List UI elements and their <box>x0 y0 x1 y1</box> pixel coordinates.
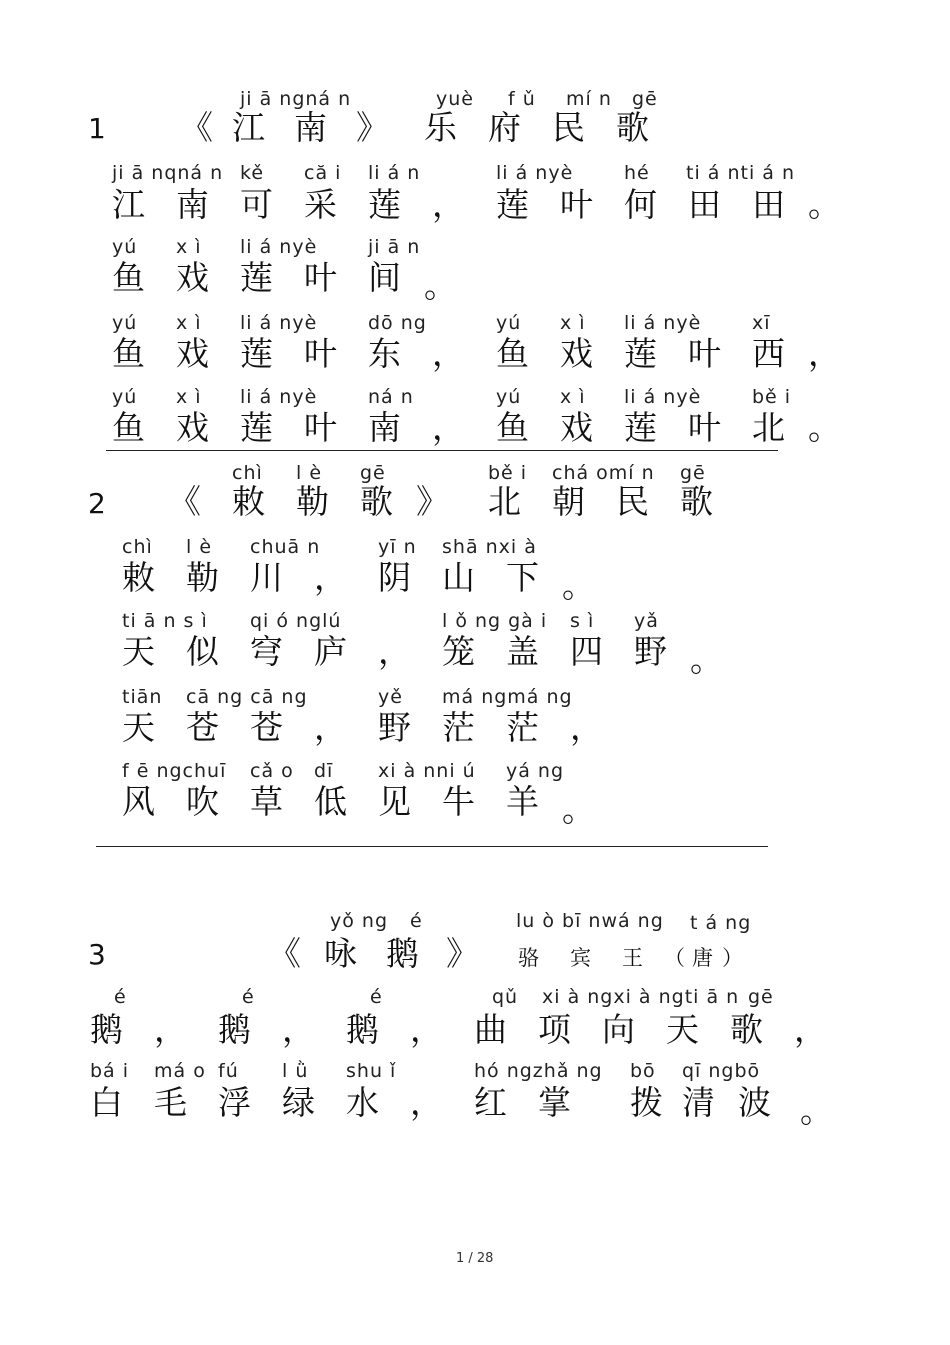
line-char: 浮 <box>218 1083 251 1122</box>
line-char: 。 <box>562 790 595 829</box>
title-char: 《 <box>168 482 201 521</box>
line-char: 鹅 <box>218 1010 251 1049</box>
line-char: 吹 <box>186 782 219 821</box>
line-pinyin: hó ngzhǎ ng <box>474 1060 603 1082</box>
line-pinyin: ti ā n s ì <box>122 610 208 632</box>
line-char: 庐 <box>314 632 347 671</box>
line-char: 戏 <box>560 408 593 447</box>
line-char: 戏 <box>176 334 209 373</box>
title-pinyin: chá omí n <box>552 462 655 484</box>
line-pinyin: qi ó nglú <box>250 610 342 632</box>
title-pinyin: t á ng <box>690 912 752 934</box>
line-char: 红 <box>474 1083 507 1122</box>
line-pinyin: yǎ <box>634 610 659 632</box>
line-char: 间 <box>368 258 401 297</box>
line-pinyin: x ì <box>560 386 586 408</box>
line-char: 天 <box>122 708 155 747</box>
line-pinyin: x ì <box>176 236 202 258</box>
line-pinyin: qǔ <box>492 986 519 1008</box>
line-char: 何 <box>624 185 657 224</box>
title-pinyin: yuè <box>436 88 474 110</box>
line-pinyin: yú <box>112 312 138 334</box>
line-pinyin: yú <box>496 386 522 408</box>
line-char: 鱼 <box>112 258 145 297</box>
line-char: ， <box>432 408 465 447</box>
line-pinyin: é <box>242 986 255 1008</box>
line-char: 莲 <box>240 334 273 373</box>
line-char: 茫 <box>506 708 539 747</box>
title-char: 江 <box>232 108 265 147</box>
line-pinyin: xi à ngxi à ngti ā n <box>542 986 740 1008</box>
line-pinyin: l ǜ <box>282 1060 309 1082</box>
title-pinyin: f ǔ <box>508 88 536 110</box>
line-pinyin: kě <box>240 162 265 184</box>
line-char: 茫 <box>442 708 475 747</box>
title-char: 歌 <box>360 482 393 521</box>
line-pinyin: li á nyè <box>624 312 702 334</box>
line-char: ， <box>432 185 465 224</box>
line-pinyin: yú <box>112 386 138 408</box>
line-char: 似 <box>186 632 219 671</box>
line-char: 莲 <box>240 258 273 297</box>
line-char: ， <box>808 334 841 373</box>
line-char: ， <box>378 632 411 671</box>
line-char: 南 <box>368 408 401 447</box>
author-char: ） <box>722 946 745 970</box>
title-pinyin: mí n <box>566 88 612 110</box>
line-char: 东 <box>368 334 401 373</box>
line-char: 掌 <box>538 1083 571 1122</box>
title-pinyin: é <box>410 910 423 932</box>
line-char: 叶 <box>688 334 721 373</box>
title-char: 》 <box>356 108 389 147</box>
line-pinyin: yú <box>112 236 138 258</box>
line-pinyin: shā nxi à <box>442 536 537 558</box>
title-char: 《 <box>180 108 213 147</box>
line-char: 鹅 <box>90 1010 123 1049</box>
title-char: 鹅 <box>386 934 419 973</box>
line-char: 叶 <box>304 408 337 447</box>
line-pinyin: li á nyè <box>240 236 318 258</box>
line-pinyin: shu ǐ <box>346 1060 397 1082</box>
title-pinyin: gē <box>360 462 386 484</box>
line-char: 。 <box>808 185 841 224</box>
line-pinyin: tiān <box>122 686 163 708</box>
line-pinyin: hé <box>624 162 650 184</box>
line-pinyin: yá ng <box>506 760 565 782</box>
line-pinyin: chuā n <box>250 536 321 558</box>
line-pinyin: că i <box>304 162 342 184</box>
line-pinyin: li á nyè <box>624 386 702 408</box>
line-char: 莲 <box>624 408 657 447</box>
line-char: ， <box>282 1010 315 1049</box>
line-pinyin: l è <box>186 536 213 558</box>
line-char: 草 <box>250 782 283 821</box>
line-char: ， <box>794 1010 827 1049</box>
poem-number: 3 <box>88 938 106 971</box>
line-pinyin: má ngmá ng <box>442 686 573 708</box>
title-char: 北 <box>488 482 521 521</box>
title-char: 敕 <box>232 482 265 521</box>
line-pinyin: xi à nni ú <box>378 760 476 782</box>
line-char: 低 <box>314 782 347 821</box>
title-char: 民 <box>552 108 585 147</box>
line-char: 下 <box>506 558 539 597</box>
line-char: 叶 <box>304 334 337 373</box>
line-char: ， <box>432 334 465 373</box>
line-char: 四 <box>570 632 603 671</box>
line-pinyin: x ì <box>560 312 586 334</box>
title-pinyin: l è <box>296 462 323 484</box>
line-pinyin: bě i <box>752 386 792 408</box>
line-char: 野 <box>378 708 411 747</box>
line-pinyin: x ì <box>176 312 202 334</box>
line-char: 盖 <box>506 632 539 671</box>
line-char: 。 <box>800 1091 833 1130</box>
line-char: ， <box>154 1010 187 1049</box>
line-char: 敕 <box>122 558 155 597</box>
line-pinyin: ji ā nqná n <box>112 162 224 184</box>
title-char: 歌 <box>680 482 713 521</box>
line-char: 莲 <box>368 185 401 224</box>
author-char: 王 <box>622 946 645 970</box>
line-pinyin: xī <box>752 312 771 334</box>
line-char: 鱼 <box>112 334 145 373</box>
line-pinyin: ji ā n <box>368 236 421 258</box>
author-char: （ <box>664 946 687 970</box>
line-char: ， <box>410 1010 443 1049</box>
line-pinyin: cǎ o <box>250 760 294 782</box>
line-pinyin: é <box>370 986 383 1008</box>
line-char: 牛 <box>442 782 475 821</box>
line-pinyin: bō <box>630 1060 656 1082</box>
line-char: 波 <box>738 1083 771 1122</box>
line-pinyin: fú <box>218 1060 239 1082</box>
line-pinyin: s ì <box>570 610 595 632</box>
line-char: 莲 <box>624 334 657 373</box>
title-pinyin: gē <box>680 462 706 484</box>
line-pinyin: li á nyè <box>240 386 318 408</box>
line-char: 。 <box>424 266 457 305</box>
title-char: 府 <box>488 108 521 147</box>
line-char: 勒 <box>186 558 219 597</box>
line-char: 项 <box>538 1010 571 1049</box>
line-char: 水 <box>346 1083 379 1122</box>
title-char: 咏 <box>324 934 357 973</box>
line-char: ， <box>314 558 347 597</box>
line-pinyin: f ē ngchuī <box>122 760 227 782</box>
line-char: 采 <box>304 185 337 224</box>
line-pinyin: chì <box>122 536 153 558</box>
line-char: 鱼 <box>112 408 145 447</box>
line-char: 曲 <box>474 1010 507 1049</box>
line-char: 穹 <box>250 632 283 671</box>
title-pinyin: chì <box>232 462 263 484</box>
line-char: 毛 <box>154 1083 187 1122</box>
line-char: 江 <box>112 185 145 224</box>
line-char: 北 <box>752 408 785 447</box>
line-char: 。 <box>562 566 595 605</box>
line-pinyin: yú <box>496 312 522 334</box>
line-char: 莲 <box>240 408 273 447</box>
line-char: 清 <box>682 1083 715 1122</box>
line-char: 叶 <box>560 185 593 224</box>
title-char: 勒 <box>296 482 329 521</box>
title-pinyin: ji ā ngná n <box>240 88 352 110</box>
title-char: 歌 <box>616 108 649 147</box>
line-char: 天 <box>666 1010 699 1049</box>
line-char: 川 <box>250 558 283 597</box>
line-char: 可 <box>240 185 273 224</box>
line-char: 莲 <box>496 185 529 224</box>
line-char: 戏 <box>560 334 593 373</box>
line-pinyin: li á nyè <box>240 312 318 334</box>
line-char: 南 <box>176 185 209 224</box>
line-pinyin: dō ng <box>368 312 427 334</box>
line-pinyin: bá i <box>90 1060 130 1082</box>
line-char: 苍 <box>250 708 283 747</box>
line-char: 鹅 <box>346 1010 379 1049</box>
line-char: 。 <box>690 640 723 679</box>
title-pinyin: bě i <box>488 462 528 484</box>
line-pinyin: má o <box>154 1060 206 1082</box>
line-char: 。 <box>808 408 841 447</box>
line-char: 拨 <box>630 1083 663 1122</box>
line-char: 山 <box>442 558 475 597</box>
line-char: ， <box>570 708 603 747</box>
title-char: 乐 <box>424 108 457 147</box>
title-char: 《 <box>268 934 301 973</box>
title-char: 朝 <box>552 482 585 521</box>
poem-number: 2 <box>88 487 106 520</box>
line-char: 白 <box>90 1083 123 1122</box>
line-char: 歌 <box>730 1010 763 1049</box>
line-char: 鱼 <box>496 334 529 373</box>
line-char: ， <box>314 708 347 747</box>
title-char: 》 <box>416 482 449 521</box>
title-pinyin: gē <box>632 88 658 110</box>
line-char: 笼 <box>442 632 475 671</box>
title-char: 民 <box>616 482 649 521</box>
line-pinyin: yī n <box>378 536 417 558</box>
line-pinyin: l ǒ ng gà i <box>442 610 548 632</box>
line-char: 田 <box>752 185 785 224</box>
line-char: ， <box>410 1083 443 1122</box>
divider-line <box>106 450 778 451</box>
author-char: 唐 <box>692 946 715 970</box>
divider-line <box>96 846 768 847</box>
title-char: 南 <box>294 108 327 147</box>
line-pinyin: gē <box>748 986 774 1008</box>
line-char: 戏 <box>176 258 209 297</box>
line-char: 绿 <box>282 1083 315 1122</box>
line-pinyin: qī ngbō <box>682 1060 761 1082</box>
title-pinyin: lu ò bī nwá ng <box>516 910 664 932</box>
line-pinyin: ti á nti á n <box>686 162 795 184</box>
line-char: 苍 <box>186 708 219 747</box>
title-pinyin: yǒ ng <box>330 910 389 932</box>
line-char: 鱼 <box>496 408 529 447</box>
line-char: 风 <box>122 782 155 821</box>
line-pinyin: ná n <box>368 386 414 408</box>
line-char: 西 <box>752 334 785 373</box>
line-pinyin: li á n <box>368 162 421 184</box>
line-pinyin: yě <box>378 686 403 708</box>
line-char: 羊 <box>506 782 539 821</box>
poem-number: 1 <box>88 112 106 145</box>
line-char: 田 <box>688 185 721 224</box>
line-pinyin: dī <box>314 760 334 782</box>
title-char: 》 <box>446 934 479 973</box>
author-char: 宾 <box>570 946 593 970</box>
page-number: 1 / 28 <box>456 1251 494 1266</box>
line-pinyin: x ì <box>176 386 202 408</box>
line-char: 野 <box>634 632 667 671</box>
line-char: 见 <box>378 782 411 821</box>
author-char: 骆 <box>518 946 541 970</box>
line-char: 阴 <box>378 558 411 597</box>
line-pinyin: é <box>114 986 127 1008</box>
line-pinyin: cā ng cā ng <box>186 686 308 708</box>
line-char: 叶 <box>304 258 337 297</box>
line-char: 叶 <box>688 408 721 447</box>
line-char: 向 <box>602 1010 635 1049</box>
line-char: 天 <box>122 632 155 671</box>
line-char: 戏 <box>176 408 209 447</box>
line-pinyin: li á nyè <box>496 162 574 184</box>
